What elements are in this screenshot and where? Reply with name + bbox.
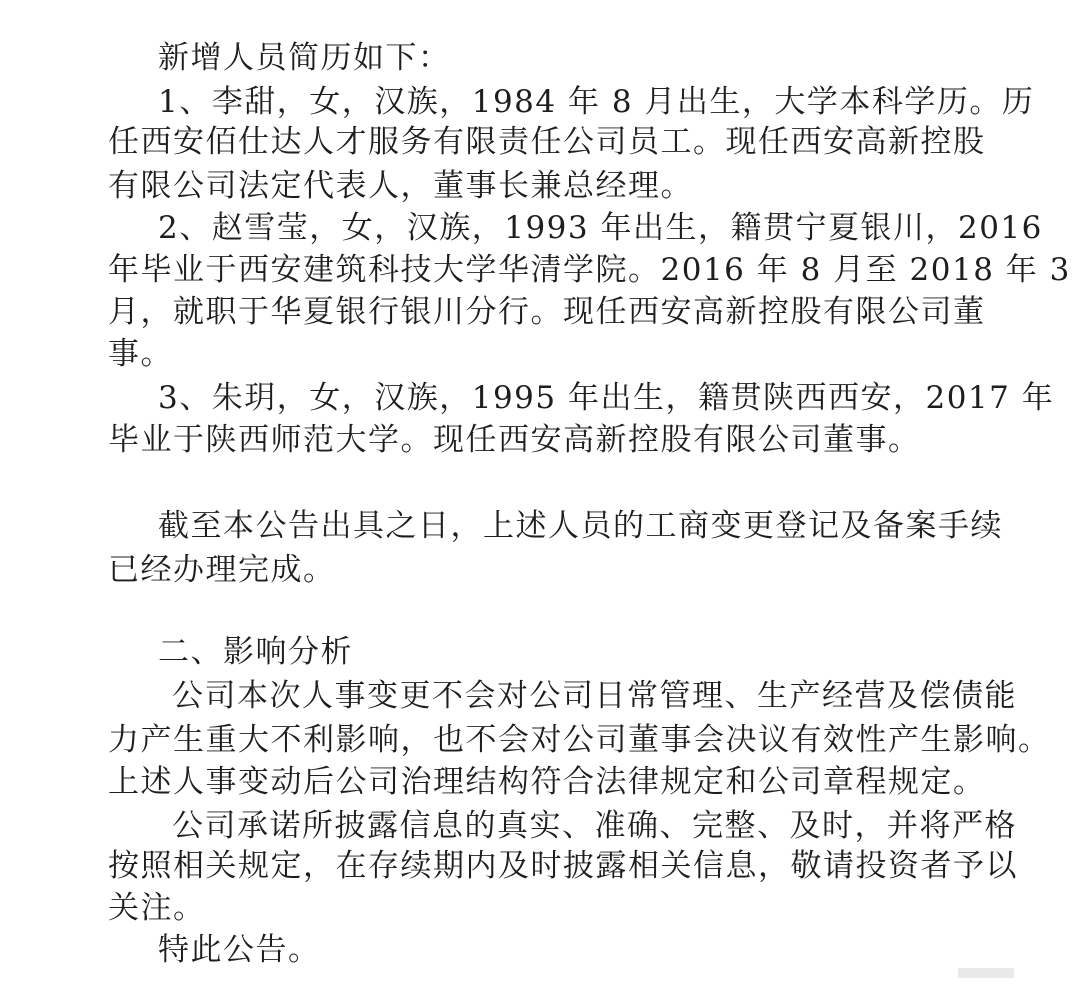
resume-item-1-line-2: 任西安佰仕达人才服务有限责任公司员工。现任西安高新控股 <box>108 124 986 160</box>
impact-paragraph-line-2: 力产生重大不利影响，也不会对公司董事会决议有效性产生影响。 <box>108 722 1051 758</box>
resume-item-2-line-1: 2、赵雪莹，女，汉族，1993 年出生，籍贯宁夏银川，2016 <box>158 210 1043 246</box>
resume-intro-line: 新增人员简历如下： <box>158 40 451 76</box>
impact-paragraph-line-3: 上述人事变动后公司治理结构符合法律规定和公司章程规定。 <box>108 764 986 800</box>
resume-item-2-line-2: 年毕业于西安建筑科技大学华清学院。2016 年 8 月至 2018 年 3 <box>108 252 1071 288</box>
section-heading-impact-analysis: 二、影响分析 <box>158 634 353 670</box>
closing-statement: 特此公告。 <box>158 932 321 968</box>
resume-item-2-line-4: 事。 <box>108 336 173 372</box>
impact-paragraph-line-1: 公司本次人事变更不会对公司日常管理、生产经营及偿债能 <box>172 678 1017 714</box>
resume-item-1-line-3: 有限公司法定代表人，董事长兼总经理。 <box>108 168 693 204</box>
resume-item-3-line-2: 毕业于陕西师范大学。现任西安高新控股有限公司董事。 <box>108 422 921 458</box>
commitment-paragraph-line-1: 公司承诺所披露信息的真实、准确、完整、及时，并将严格 <box>172 808 1017 844</box>
resume-item-1-line-1: 1、李甜，女，汉族，1984 年 8 月出生，大学本科学历。历 <box>158 84 1035 120</box>
registration-status-line-2: 已经办理完成。 <box>108 552 336 588</box>
registration-status-line-1: 截至本公告出具之日，上述人员的工商变更登记及备案手续 <box>158 508 1003 544</box>
faint-corner-mark <box>958 968 1014 978</box>
resume-item-2-line-3: 月，就职于华夏银行银川分行。现任西安高新控股有限公司董 <box>108 294 986 330</box>
commitment-paragraph-line-2: 按照相关规定，在存续期内及时披露相关信息，敬请投资者予以 <box>108 848 1018 884</box>
resume-item-3-line-1: 3、朱玥，女，汉族，1995 年出生，籍贯陕西西安，2017 年 <box>158 380 1055 416</box>
commitment-paragraph-line-3: 关注。 <box>108 890 206 926</box>
